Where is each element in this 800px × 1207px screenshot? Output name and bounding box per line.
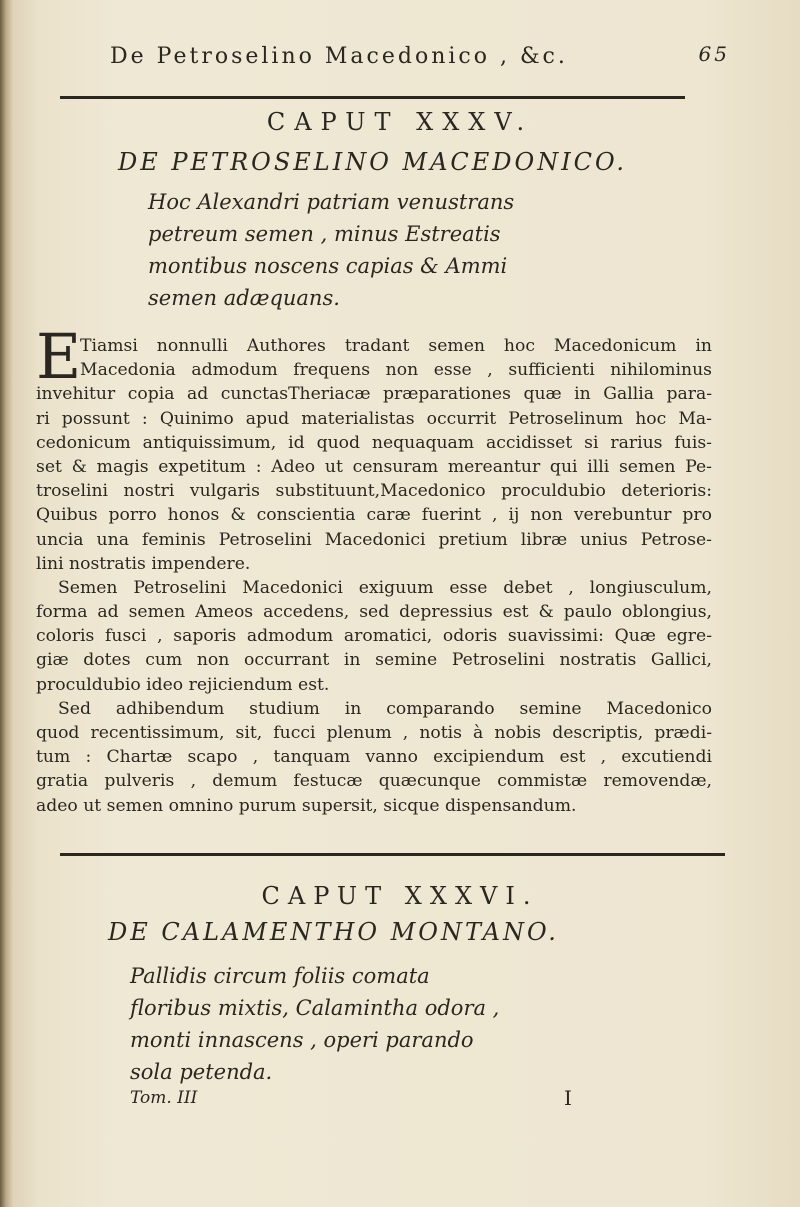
verse-line: Hoc Alexandri patriam venustrans [148,190,515,214]
text-line: Macedonia admodum frequens non esse , sufficienti nihilominus [80,360,712,381]
verse-line: floribus mixtis, Calamintha odora , [130,996,500,1020]
footer-volume: Tom. III [130,1088,198,1108]
text-line: quod recentissimum, sit, fucci plenum , notis à nobis descriptis, prædi- [36,723,712,743]
running-head [110,40,730,74]
text-line: adeo ut semen omnino purum supersit, sicque dispensandum. [36,795,577,816]
chapter-36-title: DE CALAMENTHO MONTANO. [108,918,559,946]
text-line: lini nostratis impendere. [36,553,251,574]
book-spine-edge [0,0,14,1207]
chapter-35-caput: CAPUT XXXV. [266,108,534,136]
header-rule [60,96,685,99]
text-line: proculdubio ideo rejiciendum est. [36,674,330,695]
verse-line: sola petenda. [130,1060,273,1084]
page-number: 65 [698,42,730,66]
chapter-36-verse [130,960,499,1088]
running-head-title: De Petroselino Macedonico , &c. [110,44,568,69]
text-line: forma ad semen Ameos accedens, sed depressius est & paulo oblongius, [36,602,712,623]
text-line: Quibus porro honos & conscientia caræ fuerint , ij non verebuntur pro [36,505,712,526]
chapter-35-verse [148,186,514,314]
text-line: cedonicum antiquissimum, id quod nequaquam accidisset si rarius fuis- [36,432,712,453]
text-line: Semen Petroselini Macedonici exiguum esse debet , longiusculum, [58,577,712,598]
text-line: giæ dotes cum non occurrant in semine Petroselini nostratis Gallici, [36,650,712,671]
text-line: coloris fusci , saporis admodum aromatici, odoris suavissimi: Quæ egre- [36,626,712,647]
drop-cap: E [36,320,82,393]
footer-signature: I [564,1086,572,1110]
verse-line: semen adæquans. [148,286,340,310]
verse-line: petreum semen , minus Estreatis [148,222,501,246]
text-line: ri possunt : Quinimo apud materialistas occurrit Petroselinum hoc Ma- [36,408,712,429]
text-line: gratia pulveris , demum festucæ quæcunque commistæ removendæ, [36,771,712,792]
text-line: uncia una feminis Petroselini Macedonici pretium libræ unius Petrose- [36,529,712,550]
text-line: Tiamsi nonnulli Authores tradant semen hoc Macedonicum in [80,336,712,356]
text-line: Sed adhibendum studium in comparando semine Macedonico [58,698,712,719]
text-line: tum : Chartæ scapo , tanquam vanno excipiendum est , excutiendi [36,747,712,768]
verse-line: monti innascens , operi parando [130,1028,474,1052]
chapter-35-title: DE PETROSELINO MACEDONICO. [118,148,627,176]
chapter-36-caput: CAPUT XXXVI. [261,882,539,910]
verse-line: Pallidis circum foliis comata [130,964,430,988]
text-line: invehitur copia ad cunctasTheriacæ præparationes quæ in Gallia para- [36,384,712,405]
verse-line: montibus noscens capias & Ammi [148,254,508,278]
text-line: troselini nostri vulgaris substituunt,Macedonico proculdubio deterioris: [36,481,712,502]
chapter-35-body [36,334,712,818]
text-line: set & magis expetitum : Adeo ut censuram mereantur qui illi semen Pe- [36,456,712,477]
section-rule [60,853,725,856]
